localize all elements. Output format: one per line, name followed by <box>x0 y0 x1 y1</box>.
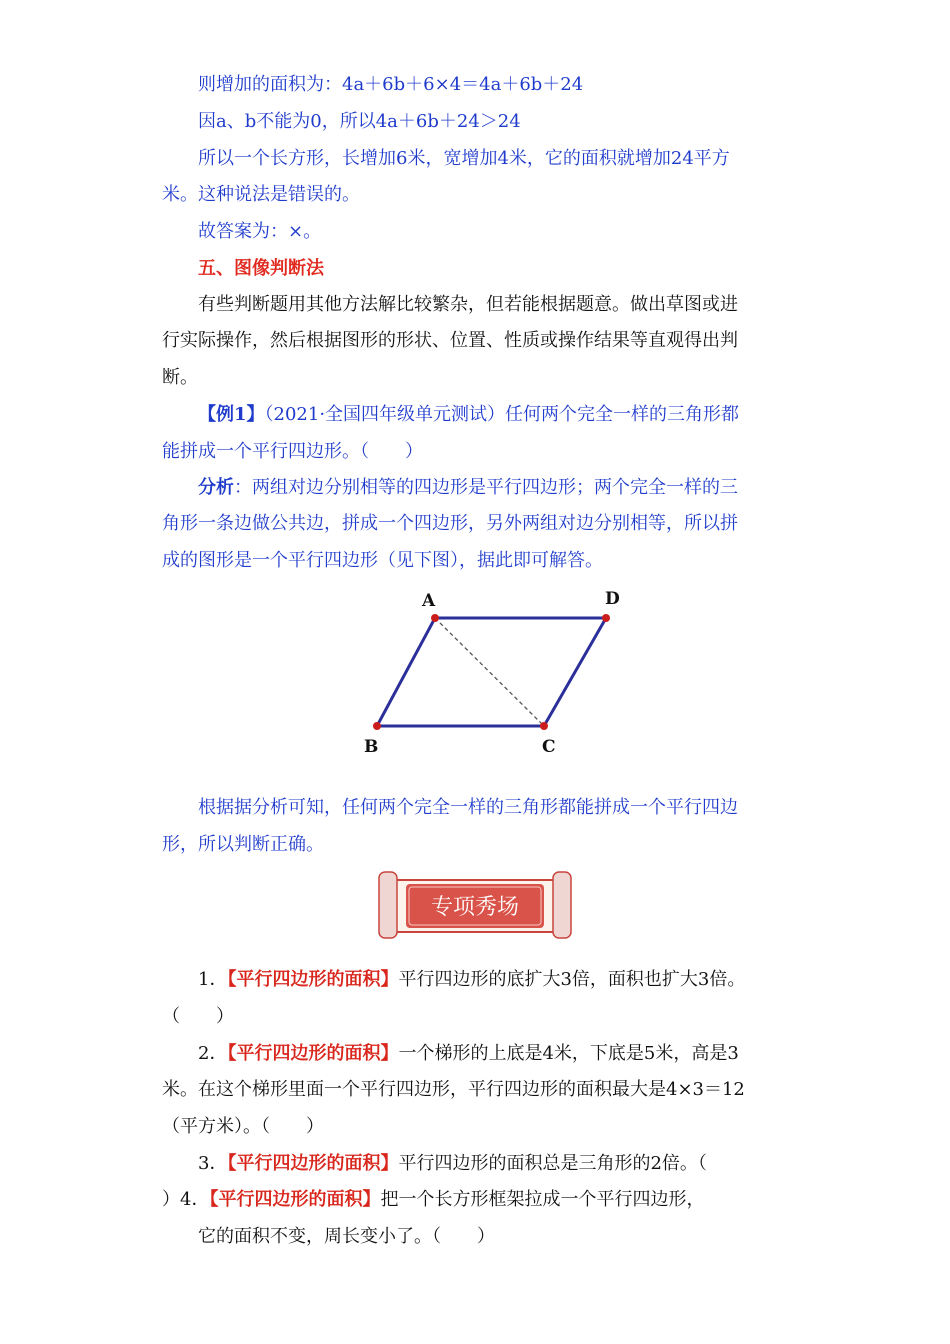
q1-text: 平行四边形的底扩大3倍，面积也扩大3倍。 <box>398 969 746 990</box>
q2-tag: 【平行四边形的面积】 <box>227 1043 399 1064</box>
exercise-2 <box>198 1042 739 1066</box>
exercise-1 <box>198 968 745 992</box>
banner-title: 专项秀场 <box>430 895 520 920</box>
q4-text-b: 它的面积不变，周长变小了。（ ） <box>198 1226 495 1247</box>
q1-number: 1． <box>198 969 228 990</box>
q4-tag: 【平行四边形的面积】 <box>209 1189 381 1210</box>
q3-number: 3． <box>198 1153 228 1174</box>
vertex-d-dot <box>602 614 610 622</box>
example-line-a <box>198 403 739 427</box>
exercise-4 <box>162 1188 704 1212</box>
q2-text-b: 米。在这个梯形里面一个平行四边形，平行四边形的面积最大是4×3＝12 <box>162 1079 745 1100</box>
intro-line-a: 有些判断题用其他方法解比较繁杂，但若能根据题意。做出草图或进 <box>198 294 738 315</box>
q4-text: 把一个长方形框架拉成一个平行四边形， <box>380 1189 705 1210</box>
intro-line-b: 行实际操作，然后根据图形的形状、位置、性质或操作结果等直观得出判 <box>162 330 738 351</box>
intro-line-c: 断。 <box>162 367 198 388</box>
section-heading: 五、图像判断法 <box>198 258 324 279</box>
conclusion-line-b: 形，所以判断正确。 <box>162 834 324 855</box>
q2-number: 2． <box>198 1043 228 1064</box>
q2-text: 一个梯形的上底是4米，下底是5米，高是3 <box>398 1043 739 1064</box>
banner-scroll <box>378 866 573 944</box>
analysis-text-a: ：两组对边分别相等的四边形是平行四边形；两个完全一样的三 <box>234 477 738 498</box>
vertex-a-dot <box>431 614 439 622</box>
solution-line-3a: 所以一个长方形，长增加6米，宽增加4米，它的面积就增加24平方 <box>198 148 730 169</box>
diagonal-ac <box>435 618 544 726</box>
example-label: 【例1】 <box>198 404 265 425</box>
banner-roll-left <box>379 872 397 938</box>
q1-tag: 【平行四边形的面积】 <box>227 969 399 990</box>
analysis-label: 分析 <box>198 477 234 498</box>
solution-line-2: 因a、b不能为0，所以4a＋6b＋24＞24 <box>198 111 521 132</box>
vertex-b-label: B <box>364 737 379 757</box>
exercise-3 <box>198 1152 707 1176</box>
vertex-d-label: D <box>605 589 620 609</box>
q3-text: 平行四边形的面积总是三角形的2倍。（ <box>398 1153 707 1174</box>
analysis-line-a <box>198 476 738 500</box>
solution-line-1: 则增加的面积为：4a＋6b＋6×4＝4a＋6b＋24 <box>198 74 584 95</box>
conclusion-line-a: 根据据分析可知，任何两个完全一样的三角形都能拼成一个平行四边 <box>198 797 738 818</box>
q1-answer-paren: （ ） <box>162 1006 234 1027</box>
example-text-b: 能拼成一个平行四边形。（ ） <box>162 441 423 462</box>
q3-tag: 【平行四边形的面积】 <box>227 1153 399 1174</box>
banner-roll-right <box>553 872 571 938</box>
vertex-a-label: A <box>422 591 436 611</box>
analysis-line-c: 成的图形是一个平行四边形（见下图），据此即可解答。 <box>162 550 603 571</box>
q2-text-c: （平方米）。（ ） <box>162 1116 324 1137</box>
edge-ba <box>377 618 435 726</box>
vertex-b-dot <box>373 722 381 730</box>
q4-lead: ）4． <box>162 1189 210 1210</box>
vertex-c-label: C <box>542 737 556 757</box>
parallelogram-figure <box>350 582 640 762</box>
solution-line-3b: 米。这种说法是错误的。 <box>162 184 360 205</box>
analysis-line-b: 角形一条边做公共边，拼成一个四边形，另外两组对边分别相等，所以拼 <box>162 513 738 534</box>
example-text-a: （2021·全国四年级单元测试）任何两个完全一样的三角形都 <box>264 404 740 425</box>
solution-answer: 故答案为：×。 <box>198 221 322 242</box>
edge-dc <box>544 618 606 726</box>
vertex-c-dot <box>540 722 548 730</box>
